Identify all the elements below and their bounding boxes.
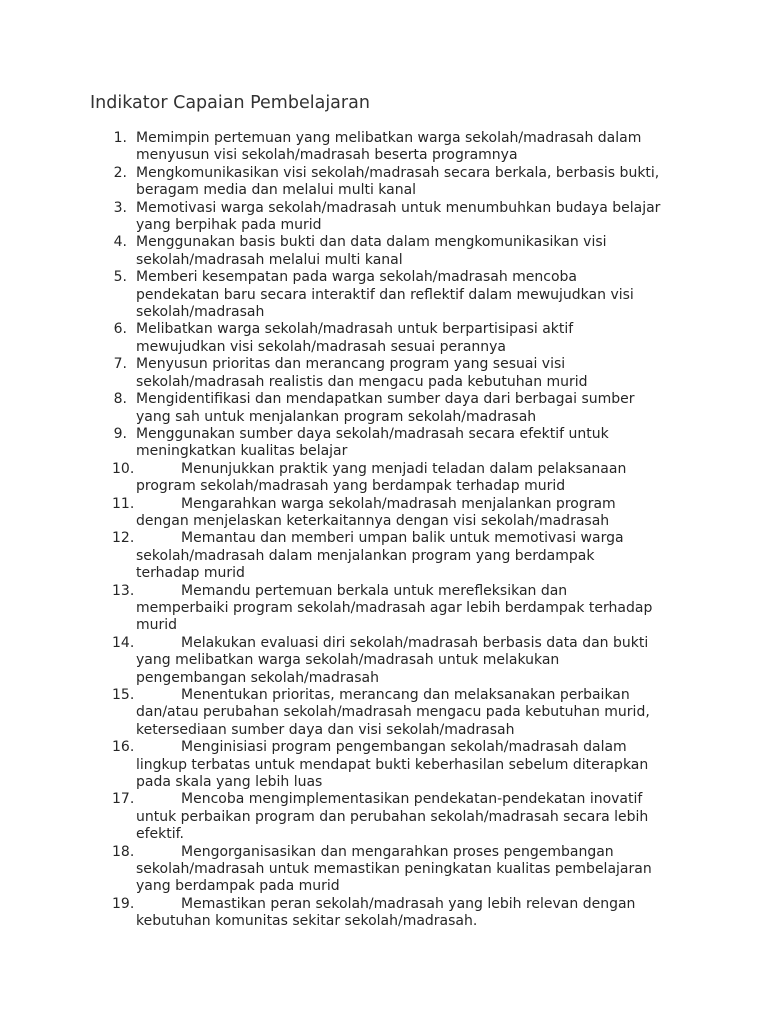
- item-text-line: Menggunakan basis bukti dan data dalam mengkomunikasikan visi: [136, 234, 607, 251]
- item-text-line: ketersediaan sumber daya dan visi sekolah/madrasah: [136, 721, 515, 738]
- item-text-line: dan/atau perubahan sekolah/madrasah mengacu pada kebutuhan murid,: [136, 704, 650, 721]
- list-item: [0, 844, 676, 896]
- item-text-line: program sekolah/madrasah yang berdampak terhadap murid: [136, 478, 566, 495]
- item-text-line: murid: [136, 617, 178, 634]
- list-item: [0, 739, 676, 791]
- item-number: 14.: [112, 634, 135, 651]
- item-text-line: sekolah/madrasah melalui multi kanal: [136, 251, 403, 268]
- item-text-line: beragam media dan melalui multi kanal: [136, 182, 417, 199]
- item-text-line: yang sah untuk menjalankan program sekolah/madrasah: [136, 408, 537, 425]
- item-text-line: menyusun visi sekolah/madrasah beserta programnya: [136, 147, 518, 164]
- item-text-line: efektif.: [136, 826, 185, 843]
- list-item: [0, 791, 676, 843]
- item-text-line: yang berdampak pada murid: [136, 878, 340, 895]
- item-text-line: Mengkomunikasikan visi sekolah/madrasah secara berkala, berbasis bukti,: [136, 164, 660, 181]
- item-text-line: sekolah/madrasah untuk memastikan peningkatan kualitas pembelajaran: [136, 861, 652, 878]
- page-title: Indikator Capaian Pembelajaran: [90, 93, 370, 113]
- item-text-line: Memandu pertemuan berkala untuk merefleksikan dan: [181, 582, 568, 599]
- item-text-line: yang berpihak pada murid: [136, 217, 322, 234]
- item-number: 19.: [112, 895, 135, 912]
- item-text-line: Menunjukkan praktik yang menjadi teladan dalam pelaksanaan: [181, 460, 627, 477]
- list-item: [0, 130, 676, 165]
- list-item: [0, 321, 676, 356]
- item-text-line: sekolah/madrasah dalam menjalankan program yang berdampak: [136, 547, 595, 564]
- item-number: 8.: [113, 391, 127, 408]
- item-number: 10.: [112, 460, 135, 477]
- item-text-line: dengan menjelaskan keterkaitannya dengan visi sekolah/madrasah: [136, 512, 610, 529]
- indicator-list: [0, 130, 768, 931]
- item-number: 3.: [113, 199, 127, 216]
- item-text-line: Memantau dan memberi umpan balik untuk memotivasi warga: [181, 530, 624, 547]
- item-text-line: Menginisiasi program pengembangan sekolah/madrasah dalam: [181, 739, 627, 756]
- list-item: [0, 896, 676, 931]
- item-text-line: pada skala yang lebih luas: [136, 774, 323, 791]
- list-item: [0, 426, 676, 461]
- item-number: 13.: [112, 582, 135, 599]
- item-text-line: pengembangan sekolah/madrasah: [136, 669, 379, 686]
- item-text-line: Melibatkan warga sekolah/madrasah untuk berpartisipasi aktif: [136, 321, 574, 338]
- item-number: 7.: [113, 356, 127, 373]
- list-item: [0, 687, 676, 739]
- item-number: 4.: [113, 234, 127, 251]
- item-text-line: Menyusun prioritas dan merancang program yang sesuai visi: [136, 356, 566, 373]
- item-text-line: memperbaiki program sekolah/madrasah agar lebih berdampak terhadap: [136, 599, 653, 616]
- item-text-line: mewujudkan visi sekolah/madrasah sesuai perannya: [136, 338, 507, 355]
- item-text-line: Memberi kesempatan pada warga sekolah/madrasah mencoba: [136, 269, 578, 286]
- item-text-line: Memastikan peran sekolah/madrasah yang lebih relevan dengan: [181, 895, 636, 912]
- list-item: [0, 496, 676, 531]
- item-number: 16.: [112, 739, 135, 756]
- item-text-line: sekolah/madrasah realistis dan mengacu pada kebutuhan murid: [136, 373, 588, 390]
- item-number: 12.: [112, 530, 135, 547]
- list-item: [0, 356, 676, 391]
- list-item: [0, 165, 676, 200]
- item-text-line: yang melibatkan warga sekolah/madrasah untuk melakukan: [136, 652, 560, 669]
- list-item: [0, 269, 676, 321]
- item-text-line: untuk perbaikan program dan perubahan sekolah/madrasah secara lebih: [136, 808, 649, 825]
- list-item: [0, 391, 676, 426]
- item-text-line: Memotivasi warga sekolah/madrasah untuk menumbuhkan budaya belajar: [136, 199, 661, 216]
- item-number: 11.: [112, 495, 135, 512]
- item-text-line: lingkup terbatas untuk mendapat bukti keberhasilan sebelum diterapkan: [136, 756, 649, 773]
- item-text-line: Menentukan prioritas, merancang dan melaksanakan perbaikan: [181, 687, 630, 703]
- item-text-line: Melakukan evaluasi diri sekolah/madrasah berbasis data dan bukti: [181, 634, 649, 651]
- item-text-line: Mengarahkan warga sekolah/madrasah menjalankan program: [181, 495, 616, 512]
- item-text-line: kebutuhan komunitas sekitar sekolah/madrasah.: [136, 913, 478, 930]
- item-number: 15.: [112, 687, 135, 703]
- list-item: [0, 461, 676, 496]
- item-number: 17.: [112, 791, 135, 808]
- list-item: [0, 234, 676, 269]
- item-number: 9.: [113, 425, 127, 442]
- item-text-line: pendekatan baru secara interaktif dan reflektif dalam mewujudkan visi: [136, 286, 634, 303]
- list-item: [0, 635, 676, 687]
- item-text-line: Menggunakan sumber daya sekolah/madrasah secara efektif untuk: [136, 425, 609, 442]
- item-text-line: Mencoba mengimplementasikan pendekatan-pendekatan inovatif: [181, 791, 643, 808]
- item-text-line: Mengidentifikasi dan mendapatkan sumber daya dari berbagai sumber: [136, 391, 635, 408]
- list-item: [0, 200, 676, 235]
- list-item: [0, 530, 676, 582]
- item-number: 2.: [113, 164, 127, 181]
- item-number: 5.: [113, 269, 127, 286]
- item-text-line: sekolah/madrasah: [136, 304, 265, 321]
- list-item: [0, 583, 676, 635]
- item-number: 6.: [113, 321, 127, 338]
- item-text-line: Memimpin pertemuan yang melibatkan warga sekolah/madrasah dalam: [136, 130, 642, 146]
- item-number: 18.: [112, 843, 135, 860]
- item-text-line: terhadap murid: [136, 565, 245, 582]
- item-text-line: meningkatkan kualitas belajar: [136, 443, 348, 460]
- item-number: 1.: [113, 130, 127, 146]
- item-text-line: Mengorganisasikan dan mengarahkan proses pengembangan: [181, 843, 614, 860]
